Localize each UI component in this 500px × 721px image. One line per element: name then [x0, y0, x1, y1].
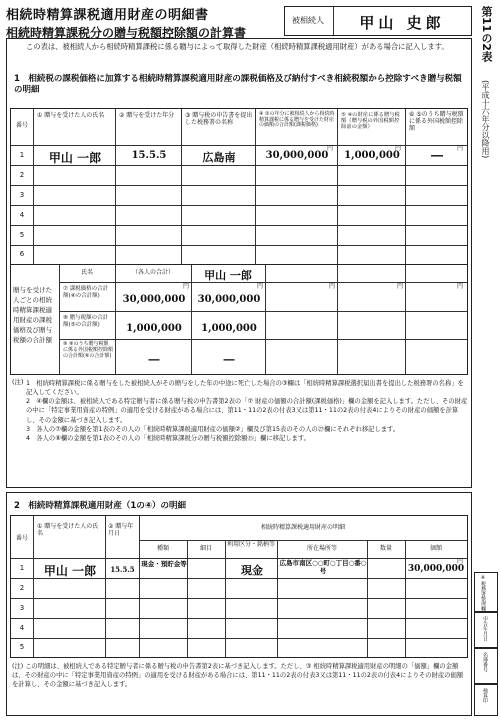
side-box-label: ※税務署整理欄: [480, 575, 486, 611]
summary-unit: 円: [257, 283, 264, 290]
summary-row-total[interactable]: 30,000,000: [122, 294, 186, 305]
t1-row-year[interactable]: 15.5.5: [131, 150, 167, 161]
side-box-label: 申告年月日: [482, 616, 488, 641]
side-box-label: 検算印: [482, 688, 488, 703]
t2-col-detail: 細目: [199, 545, 212, 552]
summary-unit: 円: [183, 283, 190, 290]
t2-col-qty: 数量: [379, 545, 392, 552]
t2-col-type: 種類: [156, 545, 169, 552]
notes1-item: 1 相続時精算課税に係る贈与をした被相続人がその贈与をした年の中途に死亡した場合の③欄は「相続時精算課税選択届出書を提出した税務署の名称」を記入してください。: [26, 380, 464, 397]
summary-person-name[interactable]: 甲山 一郎: [204, 269, 252, 282]
t2-col-location: 所在場所等: [306, 545, 337, 552]
t1-unit-4: 円: [327, 145, 334, 152]
side-box: [474, 572, 498, 612]
t2-row-no: 5: [19, 643, 25, 651]
form-title-line2: 相続時精算課税分の贈与税額控除額の計算書: [6, 26, 247, 40]
decedent-name[interactable]: 甲山 史郎: [359, 14, 445, 32]
t1-row-no: 4: [19, 211, 25, 219]
summary-row-person[interactable]: 30,000,000: [197, 294, 261, 305]
t1-row-no: 2: [19, 171, 25, 179]
t2-row-no: 3: [19, 604, 25, 612]
summary-row-total[interactable]: ―: [148, 353, 160, 366]
decedent-label: 被相続人: [292, 16, 324, 25]
summary-unit: 円: [329, 283, 336, 290]
t1-row-tax[interactable]: 1,000,000: [344, 150, 400, 161]
form-year: (平成十六年分以降用): [481, 80, 490, 159]
t1-row-no: 5: [19, 231, 25, 239]
t1-row-foreign[interactable]: ―: [431, 148, 443, 162]
summary-row-label: ⑦ 課税価格の合計額(④の合計額): [63, 286, 109, 299]
t2-row-no: 1: [19, 564, 25, 572]
t2-row-no: 2: [19, 584, 25, 592]
summary-row-label: ⑧ 贈与税額の合計額(⑤の合計額): [63, 315, 109, 328]
section1-heading: 1 相続税の課税価格に加算する相続時精算課税適用財産の課税価格及び納付すべき相続税額から控除すべき贈与税額の明細: [14, 74, 462, 96]
t2-row-type[interactable]: 現金・預貯金等: [141, 560, 187, 568]
t2-row-value[interactable]: 30,000,000: [407, 564, 465, 574]
summary-table: [10, 265, 468, 375]
intro-text: この表は、被相続人から相続時精算課税に係る贈与によって取得した財産（相続時精算課税適用財産）がある場合に記入します。: [26, 42, 449, 51]
summary-name-label: 氏名: [80, 269, 93, 276]
t2-col2: ② 贈与年月日: [108, 523, 134, 537]
side-box: [474, 684, 498, 716]
summary-total-label: （各人の合計）: [131, 269, 174, 276]
side-box-label: 名簿番号: [482, 652, 488, 672]
t1-col5: ⑤ ④の財産に係る贈与税額（贈与税の外国税額控除前の金額）: [341, 112, 400, 131]
summary-row-person[interactable]: 1,000,000: [201, 323, 257, 334]
decedent-box: [284, 6, 472, 36]
t1-col6: ⑥ ⑤のうち贈与税額に係る外国税額控除額: [409, 111, 464, 132]
t2-col-no: 番号: [15, 535, 28, 542]
form-title: [6, 4, 286, 41]
t1-unit-5: 円: [395, 145, 402, 152]
form-title-line1: 相続時精算課税適用財産の明細書: [6, 8, 209, 23]
t1-row-office[interactable]: 広島南: [202, 151, 236, 164]
t1-row-name[interactable]: 甲山 一郎: [48, 151, 102, 165]
summary-row-label: ⑨ ⑧のうち贈与税額に係る外国税額控除額の合計額(⑥の合計額): [63, 341, 114, 359]
notes1: [12, 379, 468, 443]
t1-col1: ① 贈与を受けた人の氏名: [37, 112, 105, 119]
summary-unit: 円: [457, 283, 464, 290]
side-box: [474, 648, 498, 684]
form-number: 第11の2表: [480, 6, 493, 62]
summary-side-label: 贈与を受けた人ごとの相続時精算課税適用財産の課税価格及び贈与税額の合計額: [13, 286, 52, 345]
t1-col-no: 番号: [15, 122, 28, 129]
t1-row-no: 1: [19, 151, 25, 159]
t1-row-no: 3: [19, 191, 25, 199]
notes1-label: (注): [12, 378, 24, 386]
t1-unit-6: 円: [457, 145, 464, 152]
notes1-item: 3 各人の⑦欄の金額を第1表のその人の「相続時精算課税適用財産の価額②」欄及び第15表のその人の㉗欄にそれぞれ移記します。: [26, 425, 400, 433]
section2-heading: 2 相続時精算課税適用財産（1の④）の明細: [14, 501, 187, 511]
notes1-item: 2 ④欄の金額は、被相続人である特定贈与者に係る贈与税の申告書第2表の「⑦ 財産の価額の合計額(課税価格)」欄の金額を記入します。ただし、その財産の中に「特定事業用資産の特例」の適用を受ける財産がある場合には、第11・11の2表の付表3又は第11・11の2表の付表4によりその財産の価額を計算し、その金額に基づき記入します。: [26, 398, 468, 424]
notes1-item: 4 各人の⑧欄の金額を第1表のその人の「相続時精算課税分の贈与税額控除額⑮」欄に移記します。: [26, 434, 310, 442]
t2-row-name[interactable]: 甲山 一郎: [43, 564, 97, 578]
summary-row-person[interactable]: ―: [223, 353, 235, 366]
t1-col2: ② 贈与を受けた年分: [119, 112, 175, 119]
summary-unit: 円: [397, 283, 404, 290]
table1: [10, 108, 468, 265]
t1-col3: ③ 贈与税の申告書を提出した税務署の名称: [185, 112, 253, 126]
t2-col-value: 価額: [429, 545, 442, 552]
t1-row-no: 6: [19, 250, 25, 258]
t2-col1: ① 贈与を受けた人の氏名: [37, 523, 99, 537]
t2-row-use[interactable]: 現金: [241, 564, 263, 577]
notes2: (注) この明細は、被相続人である特定贈与者に係る贈与税の申告書第2表に基づき記入します。ただし、③ 相続時精算課税適用財産の明細の「価額」欄の金額は、その財産の中に「特定事業用資産の特例」の適用を受ける財産がある場合には、第11・11の2表の付表3又は第11・11の2表の付表4によりその財産の価額を計算し、その金額に基づき記入します。: [12, 663, 464, 689]
t1-row-amount[interactable]: 30,000,000: [265, 150, 329, 161]
table2: [10, 515, 468, 658]
t1-col4: ④ ②の年分に被相続人から相続時精算課税に係る贈与を受けた財産の価額の合計額(課税価格): [259, 111, 335, 128]
t2-unit: 円: [457, 558, 464, 565]
t2-col-use: 利用区分・銘柄等: [226, 541, 275, 548]
side-box: [474, 612, 498, 648]
t2-group-label: 相続時精算課税適用財産の明細: [260, 524, 345, 531]
t2-row-date[interactable]: 15.5.5: [110, 565, 135, 574]
t2-row-no: 4: [19, 624, 25, 632]
summary-row-total[interactable]: 1,000,000: [126, 323, 182, 334]
t2-row-location[interactable]: 広島市南区○○町○丁目○番○号: [279, 559, 367, 575]
